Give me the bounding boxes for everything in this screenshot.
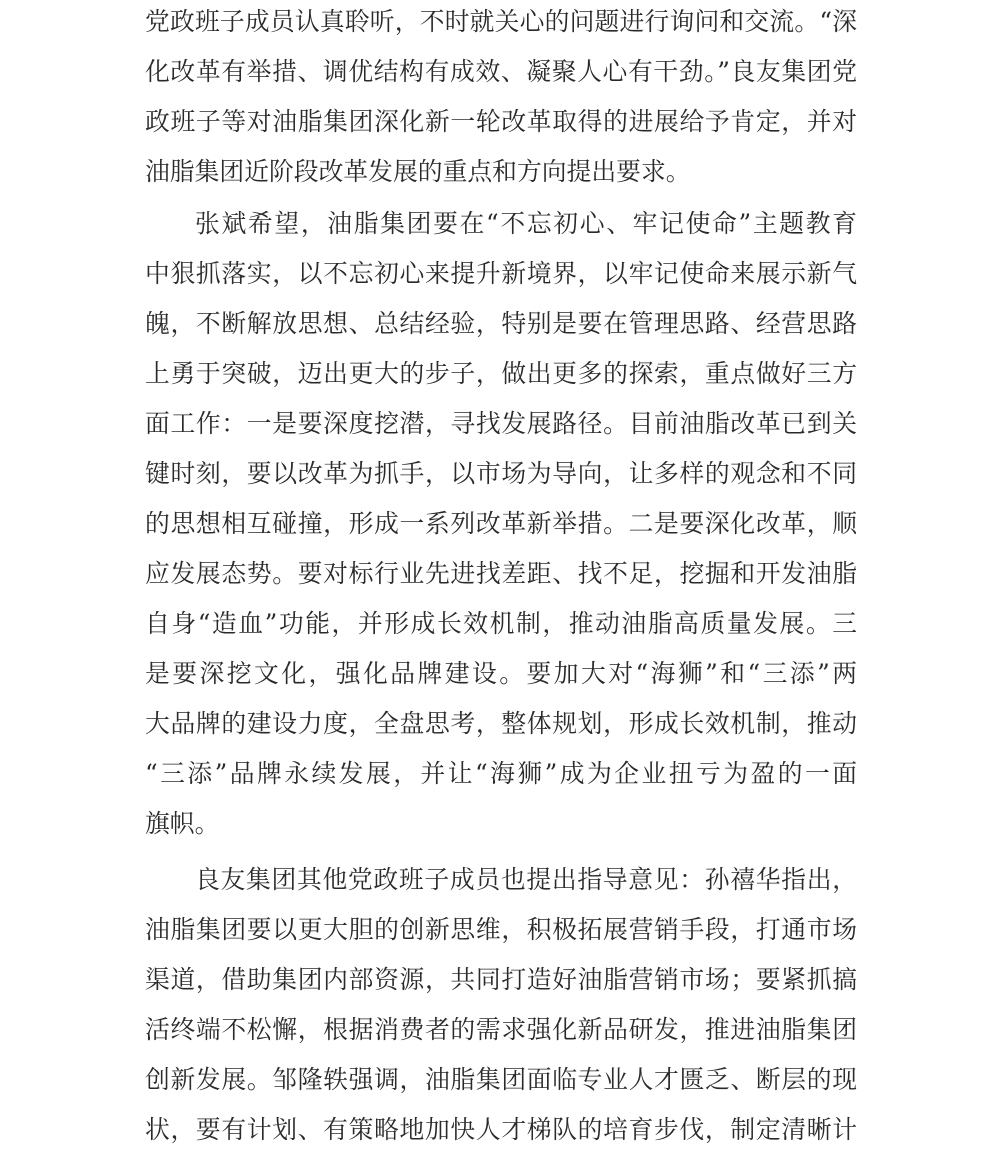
text-line: 化改革有举措、调优结构有成效、凝聚人心有干劲。”良友集团党 [145, 57, 857, 86]
text-line: 良友集团其他党政班子成员也提出指导意见：孙禧华指出， [195, 865, 857, 894]
text-line: 面工作：一是要深度挖潜，寻找发展路径。目前油脂改革已到关 [145, 409, 857, 438]
text-line: 的思想相互碰撞，形成一系列改革新举措。二是要深化改革，顺 [145, 509, 857, 538]
text-line: 键时刻，要以改革为抓手，以市场为导向，让多样的观念和不同 [145, 459, 857, 488]
text-line: 政班子等对油脂集团深化新一轮改革取得的进展给予肯定，并对 [145, 107, 857, 136]
text-line: 是要深挖文化，强化品牌建设。要加大对“海狮”和“三添”两 [145, 659, 857, 688]
text-line: 应发展态势。要对标行业先进找差距、找不足，挖掘和开发油脂 [145, 559, 857, 588]
text-line: 魄，不断解放思想、总结经验，特别是要在管理思路、经营思路 [145, 309, 857, 338]
text-line: 状，要有计划、有策略地加快人才梯队的培育步伐，制定清晰计 [145, 1115, 857, 1144]
text-line: 活终端不松懈，根据消费者的需求强化新品研发，推进油脂集团 [145, 1015, 857, 1044]
text-line: 上勇于突破，迈出更大的步子，做出更多的探索，重点做好三方 [145, 359, 857, 388]
text-line: 油脂集团近阶段改革发展的重点和方向提出要求。 [145, 157, 691, 186]
text-line: “三添”品牌永续发展，并让“海狮”成为企业扭亏为盈的一面 [145, 759, 857, 788]
text-line: 油脂集团要以更大胆的创新思维，积极拓展营销手段，打通市场 [145, 915, 857, 944]
text-line: 党政班子成员认真聆听，不时就关心的问题进行询问和交流。“深 [145, 7, 857, 36]
text-line: 大品牌的建设力度，全盘思考，整体规划，形成长效机制，推动 [145, 709, 857, 738]
text-line: 旗帜。 [145, 809, 220, 838]
text-line: 创新发展。邹隆轶强调，油脂集团面临专业人才匮乏、断层的现 [145, 1065, 857, 1094]
text-line: 中狠抓落实，以不忘初心来提升新境界，以牢记使命来展示新气 [145, 259, 857, 288]
text-line: 张斌希望，油脂集团要在“不忘初心、牢记使命”主题教育 [195, 209, 857, 238]
text-line: 渠道，借助集团内部资源，共同打造好油脂营销市场；要紧抓搞 [145, 965, 857, 994]
text-line: 自身“造血”功能，并形成长效机制，推动油脂高质量发展。三 [145, 609, 857, 638]
